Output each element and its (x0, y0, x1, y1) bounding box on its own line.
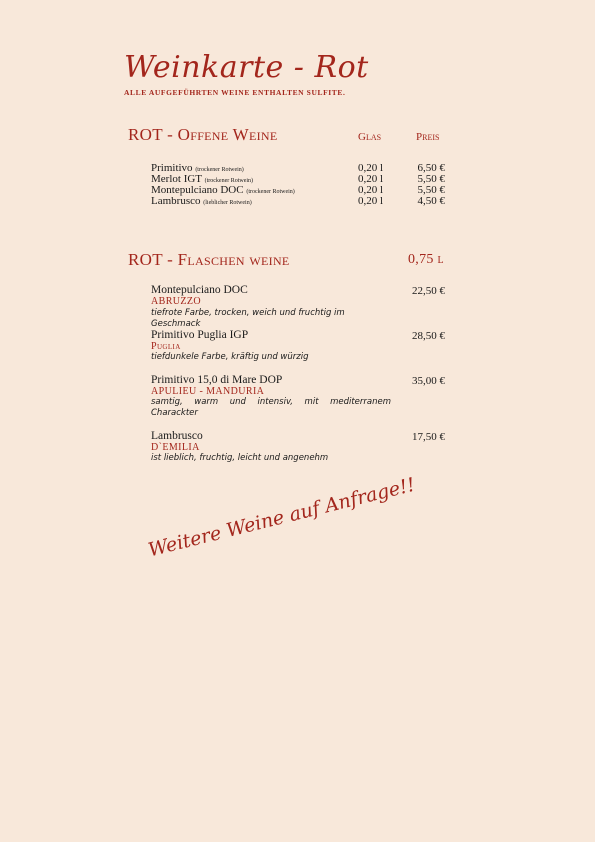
bottle-wines-heading: ROT - Flaschen weine (128, 250, 290, 269)
glass-size: 0,20 l (358, 195, 384, 207)
wine-description: tiefrote Farbe, trocken, weich und fruchtig im Geschmack (151, 308, 345, 329)
wine-description: tiefdunkele Farbe, kräftig und würzig (151, 352, 309, 362)
wine-price: 35,00 € (412, 375, 445, 387)
glass-size: 0,20 l (358, 184, 384, 196)
wine-note: (trockener Rotwein) (246, 189, 295, 195)
wine-name: Lambrusco (151, 195, 201, 207)
wine-price: 6,50 € (417, 162, 445, 174)
list-item (151, 196, 252, 209)
wine-price: 17,50 € (412, 431, 445, 443)
page-title: Weinkarte - Rot (124, 50, 369, 85)
wine-price: 28,50 € (412, 330, 445, 342)
glass-size: 0,20 l (358, 173, 384, 185)
wine-name: Primitivo (151, 162, 193, 174)
wine-description: ist lieblich, fruchtig, leicht und angenehm (151, 453, 329, 463)
open-wines-heading: ROT - Offene Weine (128, 125, 278, 144)
wine-name: Merlot IGT (151, 173, 202, 185)
wine-region: APULIEU - MANDURIA (151, 386, 265, 397)
wine-price: 5,50 € (417, 173, 445, 185)
wine-region: Puglia (151, 341, 181, 352)
wine-name: Lambrusco (151, 430, 203, 442)
wine-name: Primitivo Puglia IGP (151, 329, 249, 341)
wine-price: 4,50 € (417, 195, 445, 207)
wine-note: (lieblicher Rotwein) (203, 200, 252, 206)
more-wines-note: Weitere Weine auf Anfrage!! (146, 473, 418, 562)
price-column-header: Preis (416, 131, 440, 143)
wine-description: samtig, warm und intensiv, mit mediterranem Charackter (151, 397, 391, 418)
wine-name: Montepulciano DOC (151, 184, 244, 196)
glass-column-header: Glas (358, 131, 382, 143)
glass-size: 0,20 l (358, 162, 384, 174)
wine-name: Primitivo 15,0 di Mare DOP (151, 374, 283, 386)
bottle-volume: 0,75 l (408, 252, 444, 267)
sulfite-notice: ALLE AUFGEFÜHRTEN WEINE ENTHALTEN SULFITE. (124, 88, 346, 97)
wine-note: (trockener Rotwein) (204, 178, 254, 184)
wine-region: ABRUZZO (151, 296, 202, 307)
wine-price: 22,50 € (412, 285, 445, 297)
wine-name: Montepulciano DOC (151, 284, 248, 296)
wine-price: 5,50 € (417, 184, 445, 196)
wine-region: D`EMILIA (151, 442, 200, 453)
wine-note: (trockener Rotwein) (195, 167, 244, 173)
